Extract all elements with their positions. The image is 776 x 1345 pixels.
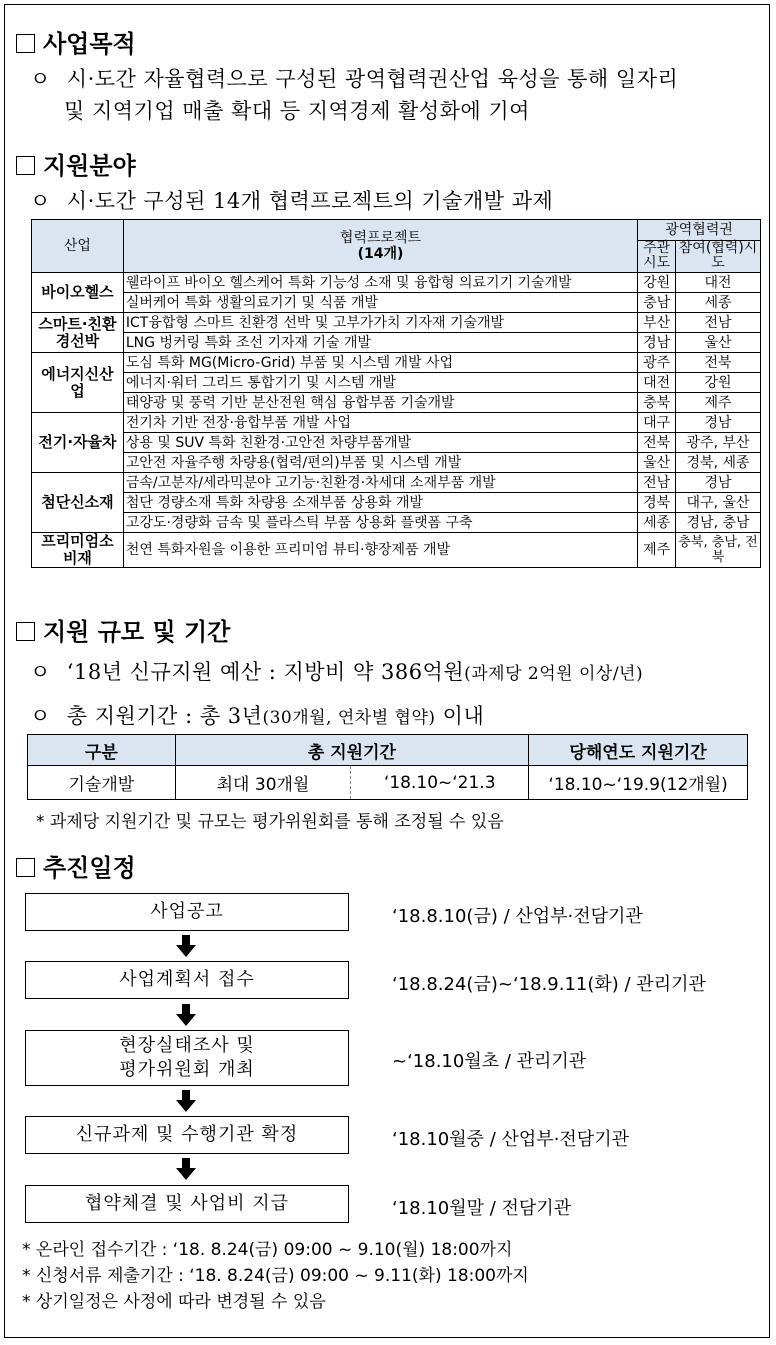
- schedule-note: * 상기일정은 사정에 따라 변경될 수 있음: [22, 1292, 326, 1312]
- project-table: [31, 219, 761, 568]
- arrow-down-icon: [176, 935, 196, 957]
- lead-region-cell: 전남: [638, 473, 676, 493]
- section-title-schedule: 추진일정: [16, 848, 136, 883]
- table-row: [32, 273, 761, 293]
- lead-region-cell: 경남: [638, 333, 676, 353]
- table-row: [32, 313, 761, 333]
- header-region: 광역협력권: [638, 220, 761, 241]
- project-cell: LNG 벙커링 특화 조선 기자재 기술 개발: [123, 333, 637, 353]
- section-title-scale: 지원 규모 및 기간: [16, 612, 230, 647]
- schedule-step-box: 사업계획서 접수: [25, 961, 349, 999]
- lead-region-cell: 강원: [638, 273, 676, 293]
- table-row: [32, 433, 761, 453]
- schedule-step-detail: ‘18.8.24(금)~‘18.9.11(화) / 관리기관: [392, 974, 706, 995]
- period-line: ㅇ 총 지원기간 : 총 3년(30개월, 연차별 협약) 이내: [30, 704, 485, 728]
- checkbox-square-icon: [16, 858, 35, 877]
- industry-cell: 스마트·친환경선박: [32, 313, 124, 353]
- schedule-step-box: 협약체결 및 사업비 지급: [25, 1185, 349, 1223]
- header-division: 구분: [28, 735, 176, 766]
- project-cell: 전기차 기반 전장·융합부품 개발 사업: [123, 413, 637, 433]
- industry-cell: 첨단신소재: [32, 473, 124, 533]
- header-partner: 참여(협력)시도: [676, 240, 761, 272]
- period-table: [27, 734, 748, 800]
- header-lead: 주관시도: [638, 240, 676, 272]
- table-row: [32, 533, 761, 568]
- partner-region-cell: 세종: [676, 293, 761, 313]
- table-row: [32, 413, 761, 433]
- partner-region-cell: 경남: [676, 473, 761, 493]
- table-row: [32, 493, 761, 513]
- partner-region-cell: 충북, 충남, 전북: [676, 533, 761, 568]
- industry-cell: 에너지신산업: [32, 353, 124, 413]
- lead-region-cell: 제주: [638, 533, 676, 568]
- project-cell: 도심 특화 MG(Micro-Grid) 부품 및 시스템 개발 사업: [123, 353, 637, 373]
- project-cell: 첨단 경량소재 특화 차량용 소재부품 상용화 개발: [123, 493, 637, 513]
- schedule-note: * 온라인 접수기간 : ‘18. 8.24(금) 09:00 ~ 9.10(월) 18:00까지: [22, 1240, 513, 1260]
- header-project: 협력프로젝트 (14개): [123, 220, 637, 273]
- lead-region-cell: 충북: [638, 393, 676, 413]
- cell-max-period: 최대 30개월: [175, 766, 351, 800]
- checkbox-square-icon: [16, 622, 35, 641]
- period-footnote: * 과제당 지원기간 및 규모는 평가위원회를 통해 조정될 수 있음: [36, 812, 504, 832]
- project-cell: 웰라이프 바이오 헬스케어 특화 기능성 소재 및 융합형 의료기기 기술개발: [123, 273, 637, 293]
- purpose-line-2: 및 지역기업 매출 확대 등 지역경제 활성화에 기여: [64, 99, 530, 123]
- schedule-step-box: 사업공고: [25, 893, 349, 931]
- partner-region-cell: 제주: [676, 393, 761, 413]
- partner-region-cell: 전북: [676, 353, 761, 373]
- header-current-period: 당해연도 지원기간: [529, 735, 748, 766]
- lead-region-cell: 울산: [638, 453, 676, 473]
- project-cell: 상용 및 SUV 특화 친환경·고안전 차량부품개발: [123, 433, 637, 453]
- purpose-line-1: ㅇ 시·도간 자율협력으로 구성된 광역협력권산업 육성을 통해 일자리: [30, 67, 679, 91]
- partner-region-cell: 경남, 충남: [676, 513, 761, 533]
- lead-region-cell: 세종: [638, 513, 676, 533]
- schedule-note: * 신청서류 제출기간 : ‘18. 8.24(금) 09:00 ~ 9.11(화) 18:00까지: [22, 1266, 529, 1286]
- project-cell: 금속/고분자/세라믹분야 고기능·친환경·차세대 소재부품 개발: [123, 473, 637, 493]
- arrow-down-icon: [176, 1090, 196, 1112]
- arrow-down-icon: [176, 1004, 196, 1026]
- partner-region-cell: 울산: [676, 333, 761, 353]
- partner-region-cell: 전남: [676, 313, 761, 333]
- table-row: [32, 453, 761, 473]
- partner-region-cell: 대구, 울산: [676, 493, 761, 513]
- section-title-purpose: 사업목적: [16, 24, 136, 59]
- table-row: [32, 353, 761, 373]
- arrow-down-icon: [176, 1158, 196, 1180]
- cell-division: 기술개발: [28, 766, 176, 800]
- lead-region-cell: 대구: [638, 413, 676, 433]
- project-cell: 에너지·워터 그리드 통합기기 및 시스템 개발: [123, 373, 637, 393]
- cell-current-period: ‘18.10~‘19.9(12개월): [529, 766, 748, 800]
- schedule-step-detail: ‘18.10월중 / 산업부·전담기관: [392, 1129, 629, 1150]
- lead-region-cell: 전북: [638, 433, 676, 453]
- lead-region-cell: 대전: [638, 373, 676, 393]
- table-row: [32, 473, 761, 493]
- checkbox-square-icon: [16, 156, 35, 175]
- table-row: [32, 513, 761, 533]
- schedule-step-detail: ‘18.10월말 / 전담기관: [392, 1198, 572, 1219]
- industry-cell: 프리미엄소비재: [32, 533, 124, 568]
- lead-region-cell: 광주: [638, 353, 676, 373]
- cell-period-range: ‘18.10~‘21.3: [351, 766, 529, 800]
- field-line-1: ㅇ 시·도간 구성된 14개 협력프로젝트의 기술개발 과제: [30, 189, 554, 213]
- project-table-body: [32, 273, 761, 568]
- table-row: [32, 373, 761, 393]
- project-cell: 실버케어 특화 생활의료기기 및 식품 개발: [123, 293, 637, 313]
- project-cell: 고강도·경량화 금속 및 플라스틱 부품 상용화 플랫폼 구축: [123, 513, 637, 533]
- table-row: [32, 333, 761, 353]
- table-row: [32, 393, 761, 413]
- schedule-step-box: 현장실태조사 및 평가위원회 개최: [25, 1030, 349, 1086]
- table-row: [32, 293, 761, 313]
- lead-region-cell: 충남: [638, 293, 676, 313]
- lead-region-cell: 부산: [638, 313, 676, 333]
- checkbox-square-icon: [16, 34, 35, 53]
- project-cell: 태양광 및 풍력 기반 분산전원 핵심 융합부품 기술개발: [123, 393, 637, 413]
- schedule-step-detail: ~‘18.10월초 / 관리기관: [392, 1051, 587, 1072]
- partner-region-cell: 대전: [676, 273, 761, 293]
- project-cell: 고안전 자율주행 차량용(협력/편의)부품 및 시스템 개발: [123, 453, 637, 473]
- partner-region-cell: 경북, 세종: [676, 453, 761, 473]
- header-industry: 산업: [32, 220, 124, 273]
- header-total-period: 총 지원기간: [175, 735, 528, 766]
- section-title-field: 지원분야: [16, 146, 136, 181]
- industry-cell: 바이오헬스: [32, 273, 124, 313]
- partner-region-cell: 경남: [676, 413, 761, 433]
- project-cell: ICT융합형 스마트 친환경 선박 및 고부가가치 기자재 기술개발: [123, 313, 637, 333]
- industry-cell: 전기·자율차: [32, 413, 124, 473]
- lead-region-cell: 경북: [638, 493, 676, 513]
- schedule-step-detail: ‘18.8.10(금) / 산업부·전담기관: [392, 906, 643, 927]
- schedule-step-box: 신규과제 및 수행기관 확정: [25, 1116, 349, 1154]
- partner-region-cell: 강원: [676, 373, 761, 393]
- project-cell: 천연 특화자원을 이용한 프리미엄 뷰티·향장제품 개발: [123, 533, 637, 568]
- budget-line: ㅇ ‘18년 신규지원 예산 : 지방비 약 386억원(과제당 2억원 이상/년): [30, 660, 644, 684]
- partner-region-cell: 광주, 부산: [676, 433, 761, 453]
